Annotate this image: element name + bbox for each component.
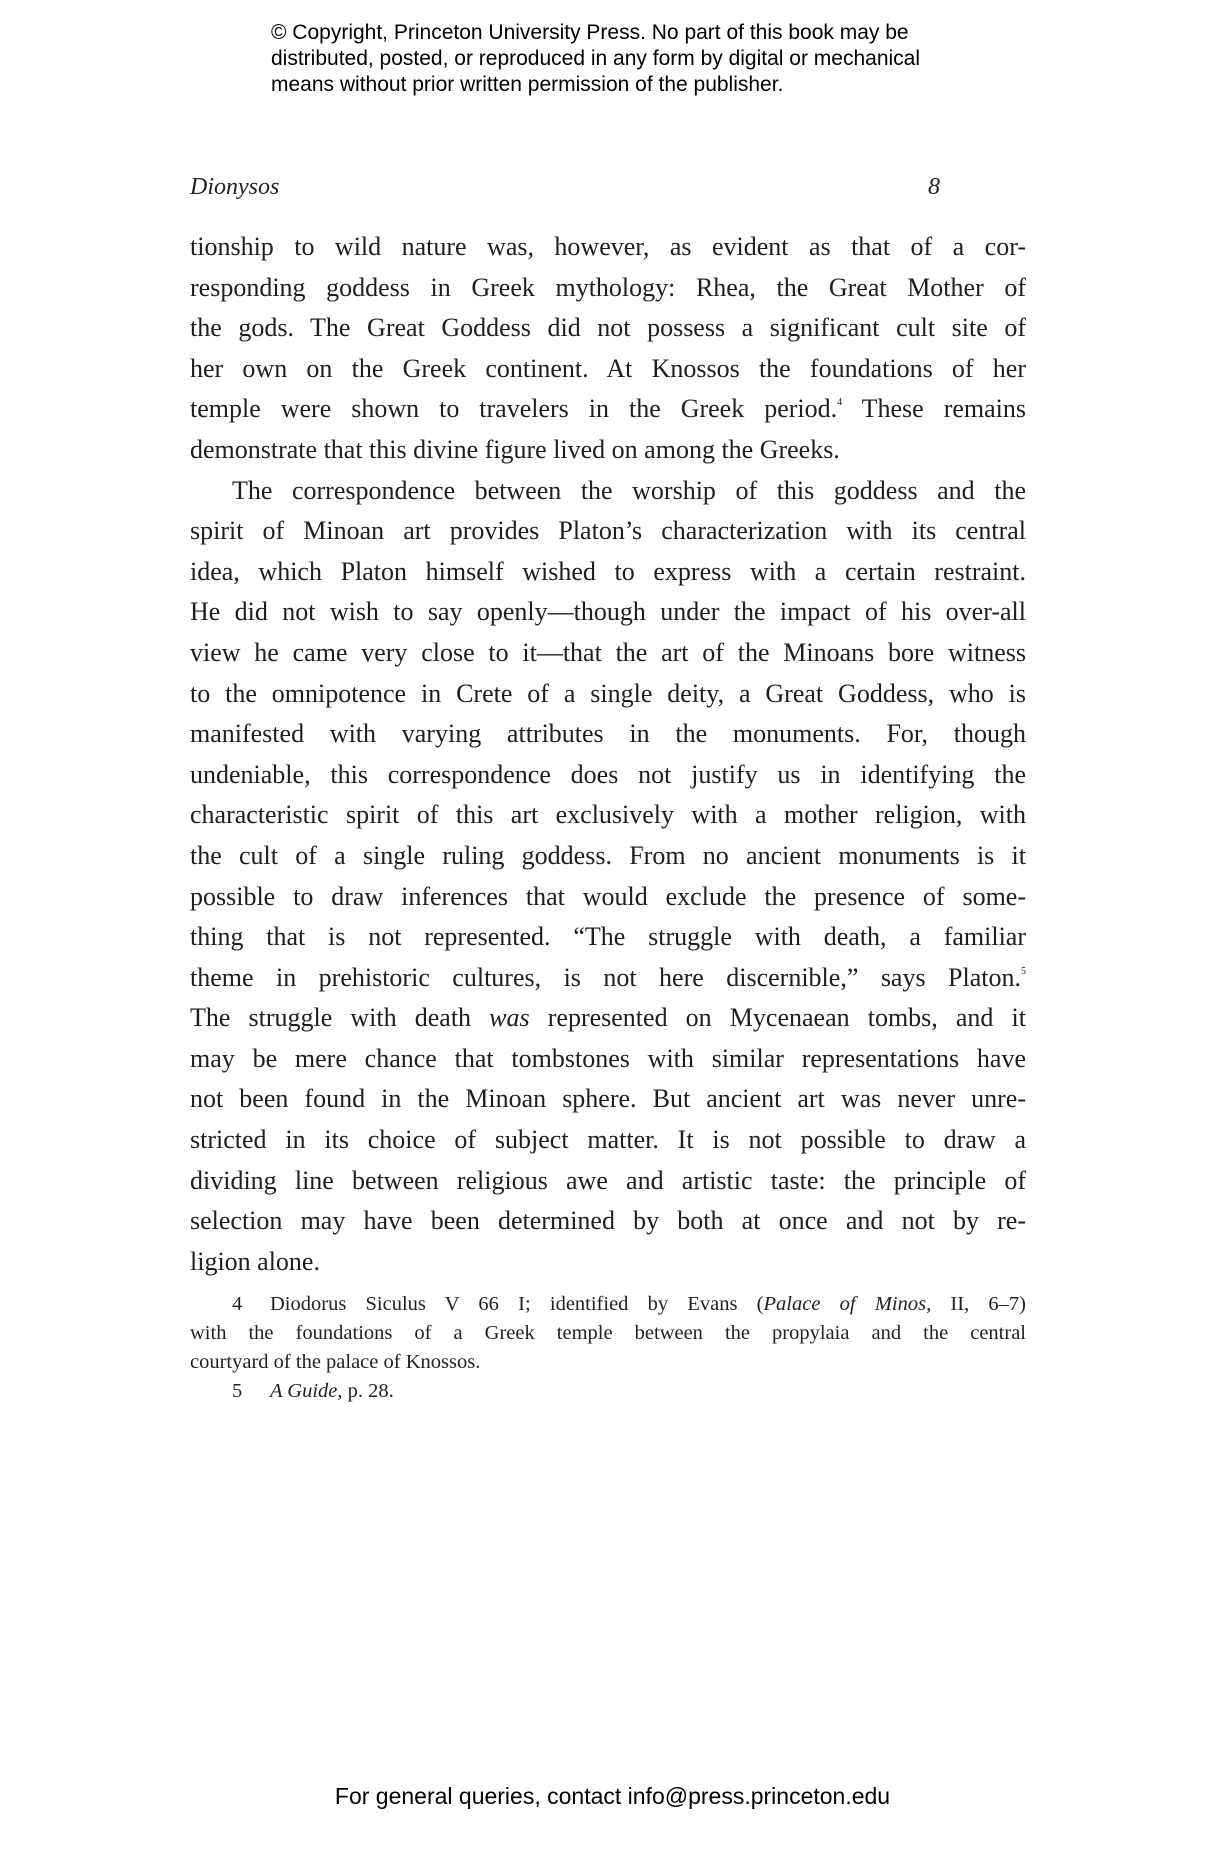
running-head-title: Dionysos bbox=[190, 174, 280, 200]
text-line: the cult of a single ruling goddess. From no ancient monuments is it bbox=[190, 840, 1026, 870]
text-line: responding goddess in Greek mythology: Rhea, the Great Mother of bbox=[190, 272, 1026, 302]
text-line bbox=[190, 998, 1026, 1039]
text-line: idea, which Platon himself wished to express with a certain restraint. bbox=[190, 556, 1026, 586]
text-line: her own on the Greek continent. At Knossos the foundations of her bbox=[190, 353, 1026, 383]
footnotes bbox=[190, 1290, 1026, 1406]
footnote-text: , II, 6–7) bbox=[926, 1293, 1026, 1315]
text-line: tionship to wild nature was, however, as evident as that of a cor- bbox=[190, 232, 1026, 261]
text-segment: These remains bbox=[842, 394, 1026, 424]
footnote-5 bbox=[190, 1377, 1026, 1406]
text-line: dividing line between religious awe and artistic taste: the principle of bbox=[190, 1165, 1026, 1195]
copyright-line: distributed, posted, or reproduced in any form by digital or mechanical bbox=[271, 47, 921, 70]
running-head bbox=[190, 174, 940, 206]
text-line: selection may have been determined by both at once and not by re- bbox=[190, 1206, 1026, 1236]
text-segment: The struggle with death bbox=[190, 1003, 490, 1033]
footnote-number: 5 bbox=[232, 1380, 243, 1402]
copyright-line: © Copyright, Princeton University Press. No part of this book may be bbox=[271, 21, 909, 44]
text-line: possible to draw inferences that would exclude the presence of some- bbox=[190, 881, 1026, 911]
footnote-line: courtyard of the palace of Knossos. bbox=[190, 1351, 481, 1373]
text-line: thing that is not represented. “The struggle with death, a familiar bbox=[190, 922, 1026, 952]
text-line: the gods. The Great Goddess did not possess a significant cult site of bbox=[190, 313, 1026, 343]
text-line: characteristic spirit of this art exclusively with a mother religion, with bbox=[190, 800, 1026, 830]
text-line: ligion alone. bbox=[190, 1246, 320, 1276]
text-line: He did not wish to say openly—though under the impact of his over-all bbox=[190, 597, 1026, 627]
text-segment: temple were shown to travelers in the Greek period. bbox=[190, 394, 838, 424]
text-line: The correspondence between the worship of this goddess and the bbox=[232, 475, 1026, 505]
copyright-notice bbox=[271, 20, 991, 98]
footnote-line: with the foundations of a Greek temple between the propylaia and the central bbox=[190, 1322, 1026, 1344]
footnote-work-title: A Guide bbox=[270, 1380, 338, 1402]
footnote-text: I bbox=[518, 1293, 525, 1315]
text-line: undeniable, this correspondence does not justify us in identifying the bbox=[190, 759, 1026, 789]
text-line: spirit of Minoan art provides Platon’s characterization with its central bbox=[190, 516, 1026, 546]
text-line: stricted in its choice of subject matter. It is not possible to draw a bbox=[190, 1125, 1026, 1155]
footnote-text: ; identified by Evans ( bbox=[524, 1293, 764, 1315]
footnote-4 bbox=[190, 1290, 1026, 1319]
text-line: manifested with varying attributes in the monuments. For, though bbox=[190, 719, 1026, 749]
page-number: 8 bbox=[928, 174, 940, 200]
copyright-line: means without prior written permission of the publisher. bbox=[271, 73, 784, 96]
text-line: view he came very close to it—that the art of the Minoans bore witness bbox=[190, 637, 1026, 667]
text-line: to the omnipotence in Crete of a single deity, a Great Goddess, who is bbox=[190, 678, 1026, 708]
footnote-work-title: Palace of Minos bbox=[763, 1293, 927, 1315]
text-line bbox=[190, 389, 1026, 430]
text-line: not been found in the Minoan sphere. But ancient art was never unre- bbox=[190, 1084, 1026, 1114]
text-segment: theme in prehistoric cultures, is not here discernible,” says Platon. bbox=[190, 962, 1021, 992]
main-text bbox=[190, 227, 1026, 1282]
text-line: demonstrate that this divine figure lived on among the Greeks. bbox=[190, 434, 840, 464]
footnote-text: Diodorus Siculus V 66 bbox=[270, 1293, 519, 1315]
footnote-ref: 4 bbox=[837, 397, 843, 409]
footnote-text: , p. 28. bbox=[337, 1380, 394, 1402]
text-line: may be mere chance that tombstones with similar representations have bbox=[190, 1043, 1026, 1073]
footnote-ref: 5 bbox=[1021, 965, 1026, 977]
footer bbox=[0, 1783, 1225, 1810]
text-segment: represented on Mycenaean tombs, and it bbox=[529, 1003, 1026, 1033]
contact-text: For general queries, contact info@press.princeton.edu bbox=[334, 1783, 891, 1809]
text-line bbox=[190, 958, 1026, 999]
emphasis: was bbox=[489, 1003, 530, 1033]
footnote-number: 4 bbox=[232, 1293, 243, 1315]
